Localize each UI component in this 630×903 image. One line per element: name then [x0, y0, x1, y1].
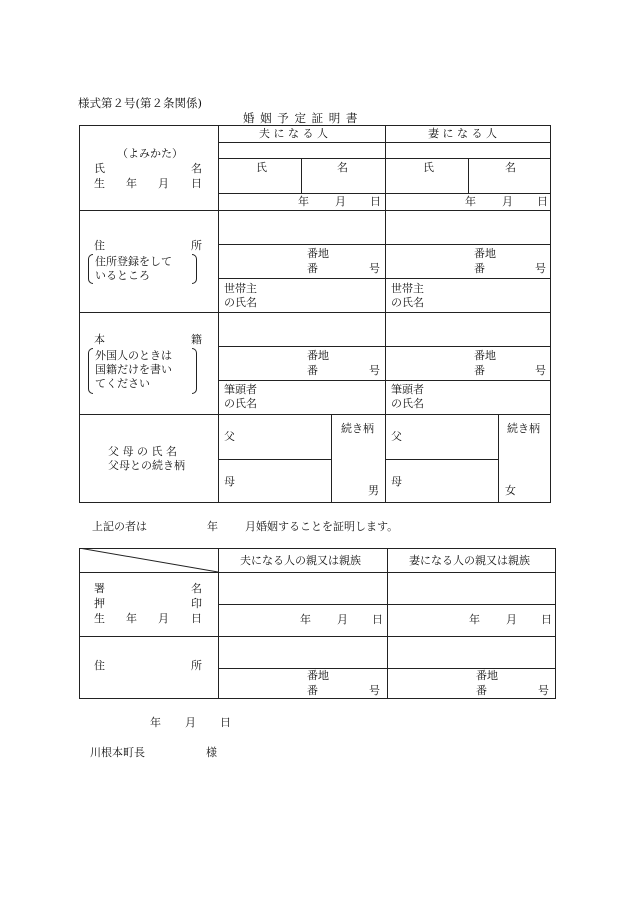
wife-honseki-field[interactable]: [386, 313, 550, 346]
husband-relation-label: 続き柄: [341, 422, 374, 435]
statement-prefix: 上記の者は: [92, 520, 147, 533]
husband-ban-label: 番: [307, 262, 318, 275]
honseki-note-line2: 国籍だけを書い: [95, 363, 172, 376]
birth-label-sei: 生: [94, 177, 105, 190]
birth2-label-year: 年: [126, 612, 137, 625]
wife-honseki-banchi: 番地: [474, 349, 496, 362]
husband-father-field[interactable]: [219, 415, 331, 459]
honseki-note-line1: 外国人のときは: [95, 349, 172, 362]
wife-relative-banchi: 番地: [476, 669, 498, 682]
wife-female-label: 女: [505, 484, 516, 497]
wife-relation-label: 続き柄: [507, 422, 540, 435]
addressee: 川根本町長: [90, 746, 145, 759]
birth2-label-sei: 生: [94, 612, 105, 625]
address-note-line2: いるところ: [95, 269, 150, 282]
wife-banchi-label: 番地: [474, 247, 496, 260]
husband-relative-birth-month: 月: [337, 613, 348, 626]
wife-address-number-field[interactable]: [386, 245, 550, 278]
wife-head-line1: 筆頭者: [391, 383, 424, 396]
wife-birth-day: 日: [537, 195, 548, 208]
husband-relative-address-field[interactable]: [219, 637, 387, 668]
wife-sei-label: 氏: [423, 161, 434, 174]
wife-relatives-header: 妻になる人の親又は親族: [409, 554, 530, 567]
husband-relative-birth-year: 年: [300, 613, 311, 626]
sign-label-left: 署: [94, 582, 105, 595]
wife-birth-month: 月: [502, 195, 513, 208]
husband-relative-gou: 号: [369, 684, 380, 697]
husband-householder-line1: 世帯主: [224, 282, 257, 295]
honseki-note-bracket-right: [192, 348, 197, 394]
address2-label-right: 所: [191, 659, 202, 672]
footer-date-month: 月: [185, 716, 196, 729]
wife-relative-birth-month: 月: [506, 613, 517, 626]
husband-relatives-header: 夫になる人の親又は親族: [240, 554, 361, 567]
husband-mother-field[interactable]: [219, 460, 331, 502]
husband-mother-label: 母: [224, 475, 235, 488]
husband-address-field[interactable]: [219, 211, 385, 244]
address2-label-left: 住: [94, 659, 105, 672]
husband-relative-address-number-field[interactable]: [219, 669, 387, 698]
husband-honseki-number-field[interactable]: [219, 347, 385, 380]
husband-relative-signature-field[interactable]: [219, 573, 387, 604]
name-label-left: 氏: [94, 162, 105, 175]
name-label-right: 名: [191, 162, 202, 175]
husband-address-number-field[interactable]: [219, 245, 385, 278]
wife-householder-line1: 世帯主: [391, 282, 424, 295]
husband-yomikata-field[interactable]: [219, 143, 385, 158]
wife-relative-birth-day: 日: [541, 613, 552, 626]
footer-date-day: 日: [220, 716, 231, 729]
wife-father-field[interactable]: [386, 415, 498, 459]
wife-honseki-number-field[interactable]: [386, 347, 550, 380]
wife-honseki-gou: 号: [535, 364, 546, 377]
address-label-right: 所: [191, 239, 202, 252]
wife-ban-label: 番: [474, 262, 485, 275]
husband-birth-year: 年: [298, 195, 309, 208]
husband-father-label: 父: [224, 430, 235, 443]
wife-honseki-ban: 番: [474, 364, 485, 377]
yomikata-label: （よみかた）: [117, 147, 183, 160]
honseki-label-right: 籍: [191, 333, 202, 346]
wife-relative-address-number-field[interactable]: [388, 669, 555, 698]
birth-label-month: 月: [158, 177, 169, 190]
seal-label-right: 印: [191, 597, 202, 610]
wife-mother-label: 母: [391, 475, 402, 488]
birth2-label-day: 日: [191, 612, 202, 625]
wife-relative-birth-year: 年: [469, 613, 480, 626]
wife-address-field[interactable]: [386, 211, 550, 244]
statement-year: 年: [207, 520, 218, 533]
seal-label-left: 押: [94, 597, 105, 610]
addressee-honorific: 様: [206, 746, 217, 759]
wife-relative-gou: 号: [538, 684, 549, 697]
wife-relative-ban: 番: [476, 684, 487, 697]
birth-label-day: 日: [191, 177, 202, 190]
husband-male-label: 男: [368, 484, 379, 497]
address-note-bracket-left: [88, 254, 93, 284]
husband-column-header: 夫 に な る 人: [259, 127, 328, 140]
husband-birth-day: 日: [370, 195, 381, 208]
wife-column-header: 妻 に な る 人: [428, 127, 497, 140]
parents-relation-label: 父母との続き柄: [108, 459, 185, 472]
sign-label-right: 名: [191, 582, 202, 595]
husband-banchi-label: 番地: [307, 247, 329, 260]
wife-father-label: 父: [391, 430, 402, 443]
husband-relative-ban: 番: [307, 684, 318, 697]
header-diagonal-line: [79, 548, 219, 573]
birth2-label-month: 月: [158, 612, 169, 625]
husband-sei-label: 氏: [256, 161, 267, 174]
husband-head-line1: 筆頭者: [224, 383, 257, 396]
parents-name-label: 父 母 の 氏 名: [108, 445, 177, 458]
wife-mother-field[interactable]: [386, 460, 498, 502]
husband-relative-banchi: 番地: [307, 669, 329, 682]
husband-relative-birth-day: 日: [372, 613, 383, 626]
address-label-left: 住: [94, 239, 105, 252]
footer-date-year: 年: [150, 716, 161, 729]
wife-birth-year: 年: [465, 195, 476, 208]
birth-label-year: 年: [126, 177, 137, 190]
document-title: 婚 姻 予 定 証 明 書: [243, 111, 359, 125]
address-note-bracket-right: [192, 254, 197, 284]
husband-gou-label: 号: [369, 262, 380, 275]
statement-suffix: 月婚姻することを証明します。: [245, 520, 399, 533]
wife-householder-line2: の氏名: [391, 296, 424, 309]
wife-relative-address-field[interactable]: [388, 637, 555, 668]
wife-relative-signature-field[interactable]: [388, 573, 555, 604]
wife-mei-label: 名: [505, 161, 516, 174]
address-note-line1: 住所登録をして: [95, 255, 172, 268]
husband-householder-line2: の氏名: [224, 296, 257, 309]
husband-birth-month: 月: [335, 195, 346, 208]
wife-head-line2: の氏名: [391, 397, 424, 410]
honseki-note-line3: てください: [95, 377, 150, 390]
husband-honseki-gou: 号: [369, 364, 380, 377]
husband-honseki-ban: 番: [307, 364, 318, 377]
wife-gou-label: 号: [535, 262, 546, 275]
husband-head-line2: の氏名: [224, 397, 257, 410]
husband-honseki-field[interactable]: [219, 313, 385, 346]
honseki-note-bracket-left: [88, 348, 93, 394]
husband-mei-label: 名: [337, 161, 348, 174]
wife-yomikata-field[interactable]: [386, 143, 550, 158]
husband-honseki-banchi: 番地: [307, 349, 329, 362]
honseki-label-left: 本: [94, 333, 105, 346]
form-number: 様式第２号(第２条関係): [78, 96, 202, 110]
